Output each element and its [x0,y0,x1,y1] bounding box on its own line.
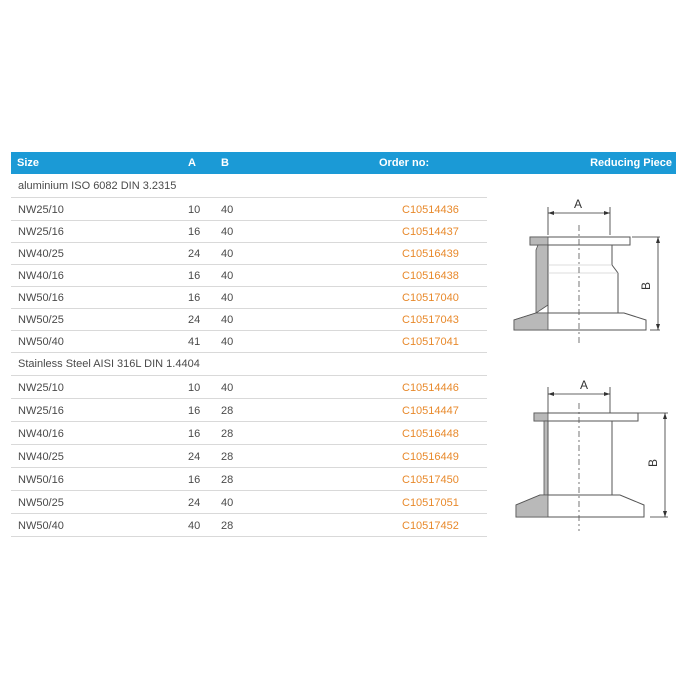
cell-a: 16 [188,405,201,417]
cell-a: 10 [188,382,201,394]
order-number-link[interactable]: C10517040 [402,292,459,304]
flange-section-hatch [516,495,548,517]
table-row [11,330,487,353]
cell-b: 28 [221,451,234,463]
dim-arrow-icon [548,392,554,396]
dim-a-label: A [580,378,589,392]
cell-a: 16 [188,226,201,238]
table-row [11,376,487,399]
order-number-link[interactable]: C10516438 [402,270,459,282]
cell-size: NW40/16 [18,270,64,282]
table-row [11,468,487,491]
cell-size: NW25/10 [18,204,64,216]
cell-size: NW50/40 [18,336,64,348]
order-number-link[interactable]: C10516449 [402,451,459,463]
header-order-no: Order no: [379,157,430,169]
cell-a: 24 [188,451,201,463]
cell-a: 10 [188,204,201,216]
table-row [11,220,487,243]
order-number-link[interactable]: C10517043 [402,314,459,326]
cell-a: 16 [188,270,201,282]
table-row [11,286,487,309]
order-number-link[interactable]: C10516448 [402,428,459,440]
stainless-reducing-piece-drawing [500,375,680,535]
dim-arrow-icon [548,211,554,215]
flange-section-hatch [514,313,548,330]
body-wall-section [544,421,548,495]
cell-a: 24 [188,314,201,326]
cell-size: NW25/16 [18,405,64,417]
header-reducing-piece: Reducing Piece [590,157,672,169]
cell-a: 40 [188,520,201,532]
dim-arrow-icon [663,413,667,419]
cell-b: 40 [221,248,234,260]
flange-section-hatch [534,413,548,421]
cell-b: 40 [221,270,234,282]
dim-b-label: B [646,458,660,467]
dim-b-label: B [639,281,653,290]
order-number-link[interactable]: C10517041 [402,336,459,348]
cell-size: NW25/10 [18,382,64,394]
body-right-step [612,265,618,273]
cell-b: 28 [221,428,234,440]
table-row [11,445,487,468]
flange-section-hatch [530,237,548,245]
order-number-link[interactable]: C10514436 [402,204,459,216]
table-row [11,422,487,445]
cell-b: 40 [221,497,234,509]
cell-size: NW50/25 [18,497,64,509]
dim-a-label: A [574,197,583,211]
header-a: A [188,157,196,169]
cell-b: 40 [221,226,234,238]
cell-size: NW50/16 [18,474,64,486]
cell-a: 16 [188,292,201,304]
cell-b: 40 [221,382,234,394]
group-title-stainless [11,353,487,376]
group-title-text: aluminium ISO 6082 DIN 3.2315 [18,180,177,192]
order-number-link[interactable]: C10517051 [402,497,459,509]
table-row [11,514,487,537]
cell-size: NW50/25 [18,314,64,326]
cell-a: 41 [188,336,201,348]
table-row [11,491,487,514]
order-number-link[interactable]: C10516439 [402,248,459,260]
cell-size: NW40/16 [18,428,64,440]
header-b: B [221,157,229,169]
cell-size: NW50/16 [18,292,64,304]
group-title-text: Stainless Steel AISI 316L DIN 1.4404 [18,358,200,370]
table-row [11,242,487,265]
table-row [11,308,487,331]
cell-a: 24 [188,248,201,260]
top-flange [534,413,638,421]
body-wall-section [536,245,548,313]
cell-b: 40 [221,336,234,348]
cell-size: NW40/25 [18,248,64,260]
dim-arrow-icon [656,237,660,243]
cell-size: NW40/25 [18,451,64,463]
aluminium-reducing-piece-drawing [500,195,680,355]
cell-b: 40 [221,292,234,304]
table-row [11,399,487,422]
table-row [11,198,487,221]
table-row [11,264,487,287]
cell-b: 40 [221,204,234,216]
dim-arrow-icon [656,324,660,330]
dim-arrow-icon [663,511,667,517]
dim-arrow-icon [604,392,610,396]
cell-a: 24 [188,497,201,509]
group-title-aluminium [11,175,487,198]
order-number-link[interactable]: C10517450 [402,474,459,486]
dim-arrow-icon [604,211,610,215]
cell-b: 28 [221,520,234,532]
cell-b: 40 [221,314,234,326]
cell-b: 28 [221,405,234,417]
cell-a: 16 [188,474,201,486]
order-number-link[interactable]: C10514447 [402,405,459,417]
header-size: Size [17,157,40,169]
cell-size: NW25/16 [18,226,64,238]
order-number-link[interactable]: C10514437 [402,226,459,238]
cell-size: NW50/40 [18,520,64,532]
table-header [11,152,676,174]
order-number-link[interactable]: C10517452 [402,520,459,532]
order-number-link[interactable]: C10514446 [402,382,459,394]
cell-a: 16 [188,428,201,440]
cell-b: 28 [221,474,234,486]
